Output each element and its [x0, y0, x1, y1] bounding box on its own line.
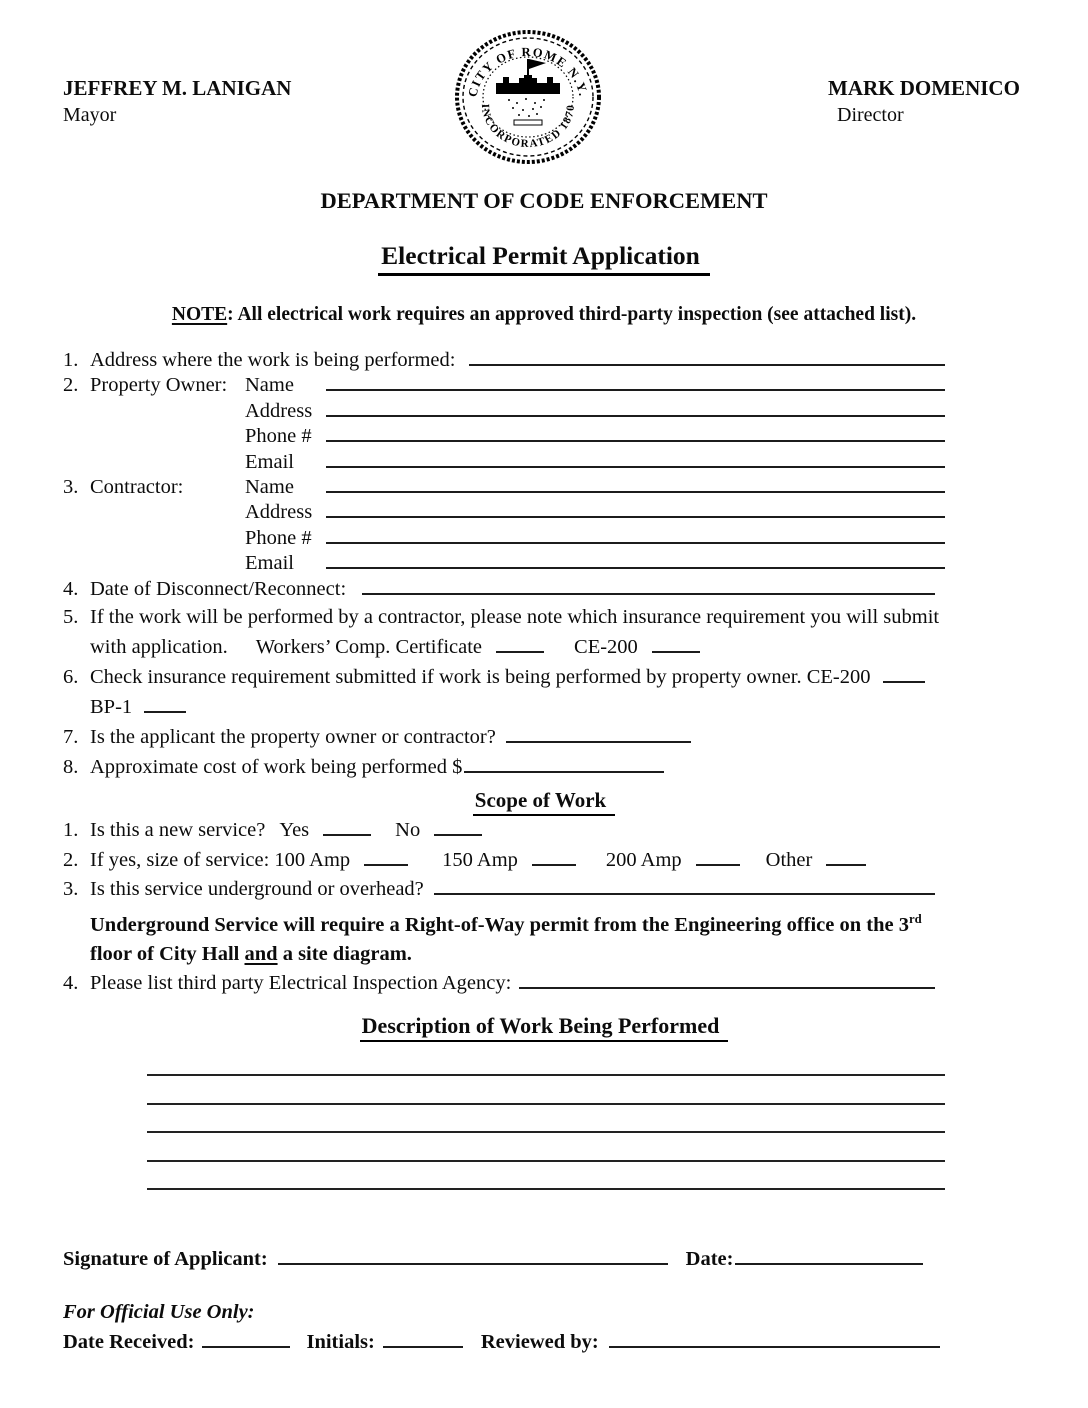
form-title-wrap [0, 241, 1088, 276]
contractor-name-input[interactable] [326, 489, 945, 493]
scope-inspection-agency [63, 969, 975, 999]
item-number: 6. [63, 666, 79, 689]
reviewed-by-label: Reviewed by: [480, 1331, 599, 1354]
item-insurance-owner [63, 662, 975, 692]
director-name: MARK DOMENICO [828, 76, 1020, 100]
contractor-phone-input[interactable] [326, 540, 945, 544]
item-number: 8. [63, 756, 79, 779]
contractor-address-row [63, 500, 975, 525]
workers-comp-label: Workers’ Comp. Certificate [255, 636, 483, 659]
item-number: 2. [63, 848, 79, 871]
amp-other-blank[interactable] [826, 862, 866, 866]
ordinal-superscript: rd [908, 911, 922, 926]
field-label: Address [245, 501, 313, 524]
contractor-email-input[interactable] [326, 565, 945, 569]
amp200-label: 200 Amp [605, 848, 682, 871]
owner-phone-input[interactable] [326, 438, 945, 442]
seal-top-text: CITY OF ROME N.Y. [465, 44, 591, 99]
inspection-agency-input[interactable] [519, 985, 935, 989]
item-number: 1. [63, 349, 79, 371]
application-items-top [63, 348, 975, 602]
item-label: Property Owner: [90, 374, 228, 397]
date-received-input[interactable] [202, 1344, 290, 1348]
underground-overhead-input[interactable] [434, 891, 935, 895]
initials-input[interactable] [383, 1344, 463, 1348]
city-seal-icon [453, 28, 603, 166]
other-label: Other [765, 848, 813, 871]
item-number: 1. [63, 819, 79, 842]
item-disconnect-date [63, 577, 975, 602]
owner-address-row [63, 399, 975, 424]
form-title: Electrical Permit Application [378, 241, 710, 276]
date-received-label: Date Received: [63, 1331, 195, 1354]
contractor-address-input[interactable] [326, 514, 945, 518]
mayor-name: JEFFREY M. LANIGAN [63, 76, 292, 100]
and-emphasis: and [244, 942, 278, 965]
director-block [828, 76, 1020, 127]
item-number: 5. [63, 606, 79, 629]
item-label: Date of Disconnect/Reconnect: [90, 577, 347, 600]
item-number: 4. [63, 972, 79, 995]
description-line-5[interactable] [147, 1162, 945, 1191]
owner-name-input[interactable] [326, 387, 945, 391]
official-use-row [63, 1331, 940, 1354]
contractor-phone-row [63, 526, 975, 551]
item-label: If yes, size of service: 100 Amp [90, 848, 351, 871]
item-property-owner [63, 373, 975, 398]
ce200-label: CE-200 [574, 636, 638, 659]
item-label: Approximate cost of work being performed $ [90, 756, 463, 779]
description-line-1[interactable] [147, 1048, 945, 1077]
no-label: No [395, 819, 421, 842]
scope-heading-wrap [0, 788, 1088, 816]
amp150-blank[interactable] [532, 862, 576, 866]
owner-address-input[interactable] [326, 413, 945, 417]
description-heading-wrap [0, 1013, 1088, 1042]
department-title: DEPARTMENT OF CODE ENFORCEMENT [320, 188, 768, 213]
warning-line2: floor of City Hall and a site diagram. [90, 942, 412, 965]
director-title: Director [837, 104, 904, 126]
signature-date-input[interactable] [735, 1261, 923, 1265]
item-insurance-contractor [63, 602, 975, 632]
mayor-title: Mayor [63, 104, 117, 126]
applicant-type-input[interactable] [506, 739, 691, 743]
item-number: 3. [63, 878, 79, 901]
seal-bottom-text: INCORPORATED 1870 [478, 103, 578, 151]
yes-label: Yes [279, 819, 310, 842]
item-label: Is this service underground or overhead? [90, 878, 424, 901]
description-line-4[interactable] [147, 1133, 945, 1162]
cost-input[interactable] [464, 769, 664, 773]
insurance-contractor-line2 [90, 632, 975, 662]
note-line [0, 304, 1088, 326]
item-cost [63, 752, 975, 782]
item-number: 4. [63, 577, 79, 600]
workers-comp-blank[interactable] [496, 649, 544, 653]
field-label: Address [245, 399, 313, 422]
item-text: If the work will be performed by a contractor, please note which insurance requirement you will submit [90, 606, 940, 629]
scope-heading: Scope of Work [473, 788, 615, 816]
application-items-bottom [63, 602, 975, 782]
new-service-no-blank[interactable] [434, 832, 482, 836]
amp100-blank[interactable] [364, 862, 408, 866]
item-text: with application. [90, 636, 228, 659]
seal-fort-icon [496, 59, 560, 125]
work-address-input[interactable] [469, 362, 945, 366]
official-use-heading: For Official Use Only: [63, 1301, 255, 1324]
item-number: 3. [63, 476, 79, 499]
signature-row [63, 1248, 940, 1271]
description-lines [147, 1048, 945, 1191]
field-label: Email [245, 552, 294, 575]
description-line-2[interactable] [147, 1076, 945, 1105]
item-applicant-type [63, 722, 975, 752]
applicant-signature-input[interactable] [278, 1261, 668, 1265]
scope-service-size [63, 846, 975, 876]
item-number: 7. [63, 726, 79, 749]
bp1-label: BP-1 [90, 696, 133, 719]
description-heading: Description of Work Being Performed [360, 1013, 729, 1042]
note-text: : All electrical work requires an approved third-party inspection (see attached list). [227, 304, 917, 325]
item-text: Check insurance requirement submitted if work is being performed by property owner. CE-200 [90, 666, 871, 689]
scope-new-service [63, 816, 975, 846]
mayor-block [63, 76, 291, 127]
amp150-label: 150 Amp [442, 848, 518, 871]
field-label: Name [245, 374, 294, 397]
disconnect-date-input[interactable] [362, 591, 935, 595]
underground-warning [90, 905, 975, 970]
field-label: Email [245, 450, 294, 473]
scope-underground-overhead [63, 875, 975, 905]
bp1-blank[interactable] [144, 709, 186, 713]
field-label: Phone # [245, 526, 312, 549]
item-work-address [63, 348, 975, 373]
ce200-owner-blank[interactable] [883, 679, 925, 683]
signature-label: Signature of Applicant: [63, 1248, 268, 1271]
insurance-owner-line2 [90, 692, 975, 722]
date-label: Date: [685, 1248, 734, 1271]
owner-email-row [63, 450, 975, 475]
item-number: 2. [63, 374, 79, 397]
item-label: Is this a new service? [90, 819, 266, 842]
new-service-yes-blank[interactable] [323, 832, 371, 836]
field-label: Name [245, 476, 294, 499]
ce200-blank[interactable] [652, 649, 700, 653]
contractor-email-row [63, 551, 975, 576]
note-label: NOTE [171, 304, 228, 325]
amp200-blank[interactable] [696, 862, 740, 866]
warning-line1: Underground Service will require a Right-of-Way permit from the Engineering office on the 3rd [90, 911, 922, 936]
description-line-3[interactable] [147, 1105, 945, 1134]
reviewed-by-input[interactable] [609, 1344, 940, 1348]
item-label: Is the applicant the property owner or contractor? [90, 726, 496, 749]
item-label: Address where the work is being performed: [90, 349, 456, 371]
item-label: Please list third party Electrical Inspection Agency: [90, 972, 512, 995]
item-contractor [63, 475, 975, 500]
item-label: Contractor: [90, 476, 184, 499]
owner-phone-row [63, 424, 975, 449]
initials-label: Initials: [306, 1331, 375, 1354]
field-label: Phone # [245, 425, 312, 448]
owner-email-input[interactable] [326, 464, 945, 468]
scope-items [63, 816, 975, 999]
